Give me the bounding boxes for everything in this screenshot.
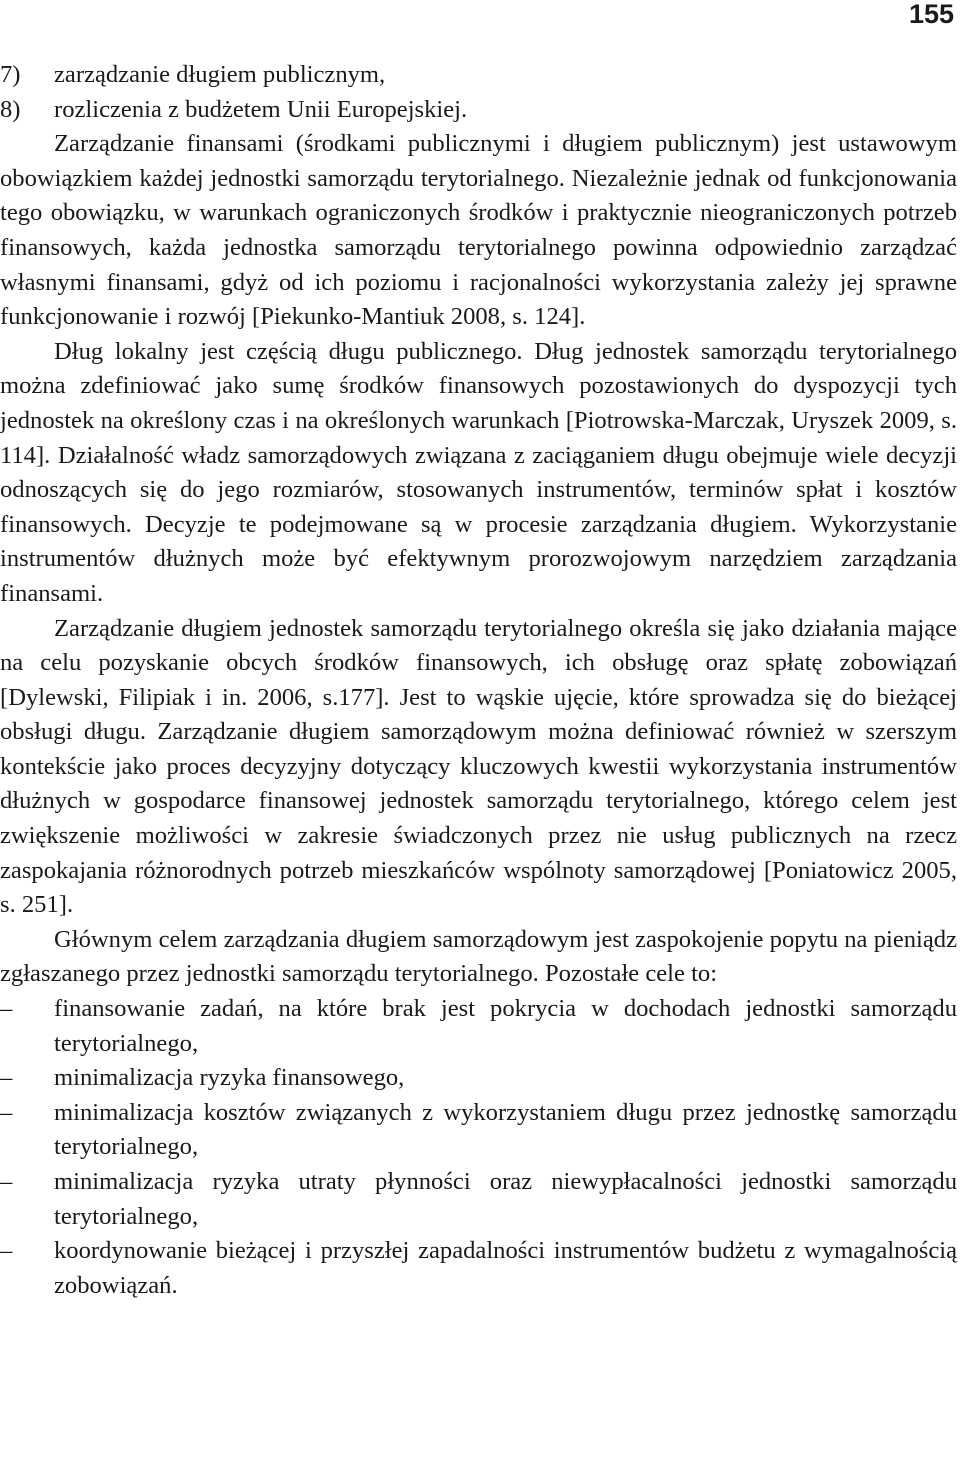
list-item (0, 1234, 957, 1303)
list-item-text: zarządzanie długiem publicznym, (54, 61, 386, 88)
list-item-text: minimalizacja ryzyka utraty płynności oraz niewypłacalności jednostki samorządu terytorialnego, (54, 1168, 957, 1230)
page-number: 155 (908, 0, 954, 29)
list-item (0, 1061, 957, 1096)
list-item (0, 1165, 957, 1234)
dash-bullet: – (0, 1064, 13, 1092)
paragraph: Głównym celem zarządzania długiem samorządowym jest zaspokojenie popytu na pieniądz zgłaszanego przez jednostki samorządu terytorialnego. Pozostałe cele to: (0, 925, 957, 988)
dash-bullet: – (0, 995, 13, 1023)
dash-bullet: – (0, 1237, 13, 1265)
paragraph: Dług lokalny jest częścią długu publicznego. Dług jednostek samorządu terytorialnego można zdefiniować jako sumę środków finansowych pozostawionych do dyspozycji tych jednostek na określony czas i na określonych warunkach [Piotrowska-Marczak, Uryszek 2009, s. 114]. Działalność władz samorządowych związana z zaciąganiem długu obejmuje wiele decyzji odnoszących się do jego rozmiarów, stosowanych instrumentów, terminów spłat i kosztów finansowych. Decyzje te podejmowane są w procesie zarządzania długiem. Wykorzystanie instrumentów dłużnych może być efektywnym prorozwojowym narzędziem zarządzania finansami. (0, 337, 957, 607)
dash-bullet: – (0, 1098, 13, 1126)
numbered-list-item (0, 58, 957, 93)
page-body (0, 58, 957, 1303)
list-item-text: koordynowanie bieżącej i przyszłej zapadalności instrumentów budżetu z wymagalnością zobowiązań. (54, 1237, 957, 1299)
paragraph: Zarządzanie finansami (środkami publicznymi i długiem publicznym) jest ustawowym obowiązkiem każdej jednostki samorządu terytorialnego. Niezależnie jednak od funkcjonowania tego obowiązku, w warunkach ograniczonych środków i praktycznie nieograniczonych potrzeb finansowych, każda jednostka samorządu terytorialnego powinna odpowiednio zarządzać własnymi finansami, gdyż od ich poziomu i racjonalności wykorzystania zależy jej sprawne funkcjonowanie i rozwój [Piekunko-Mantiuk 2008, s. 124]. (0, 130, 957, 331)
list-item (0, 1096, 957, 1165)
dash-bullet: – (0, 1168, 13, 1195)
goals-list (0, 992, 957, 1303)
list-item-number: 7) (0, 61, 21, 88)
list-item-text: finansowanie zadań, na które brak jest pokrycia w dochodach jednostki samorządu terytorialnego, (54, 995, 957, 1057)
numbered-list-item (0, 93, 957, 128)
list-item-text: rozliczenia z budżetem Unii Europejskiej. (54, 95, 468, 123)
list-item-text: minimalizacja kosztów związanych z wykorzystaniem długu przez jednostkę samorządu terytorialnego, (54, 1098, 957, 1161)
paragraph: Zarządzanie długiem jednostek samorządu terytorialnego określa się jako działania mające na celu pozyskanie obcych środków finansowych, ich obsługę oraz spłatę zobowiązań [Dylewski, Filipiak i in. 2006, s.177]. Jest to wąskie ujęcie, które sprowadza się do bieżącej obsługi długu. Zarządzanie długiem samorządowym można definiować również w szerszym kontekście jako proces decyzyjny dotyczący kluczowych kwestii wykorzystania instrumentów dłużnych w gospodarce finansowej jednostek samorządu terytorialnego, którego celem jest zwiększenie możliwości w zakresie świadczonych przez nie usług publicznych na rzecz zaspokajania różnorodnych potrzeb mieszkańców wspólnoty samorządowej [Poniatowicz 2005, s. 251]. (0, 614, 957, 919)
list-item (0, 992, 957, 1061)
list-item-number: 8) (0, 95, 21, 123)
list-item-text: minimalizacja ryzyka finansowego, (54, 1064, 405, 1092)
